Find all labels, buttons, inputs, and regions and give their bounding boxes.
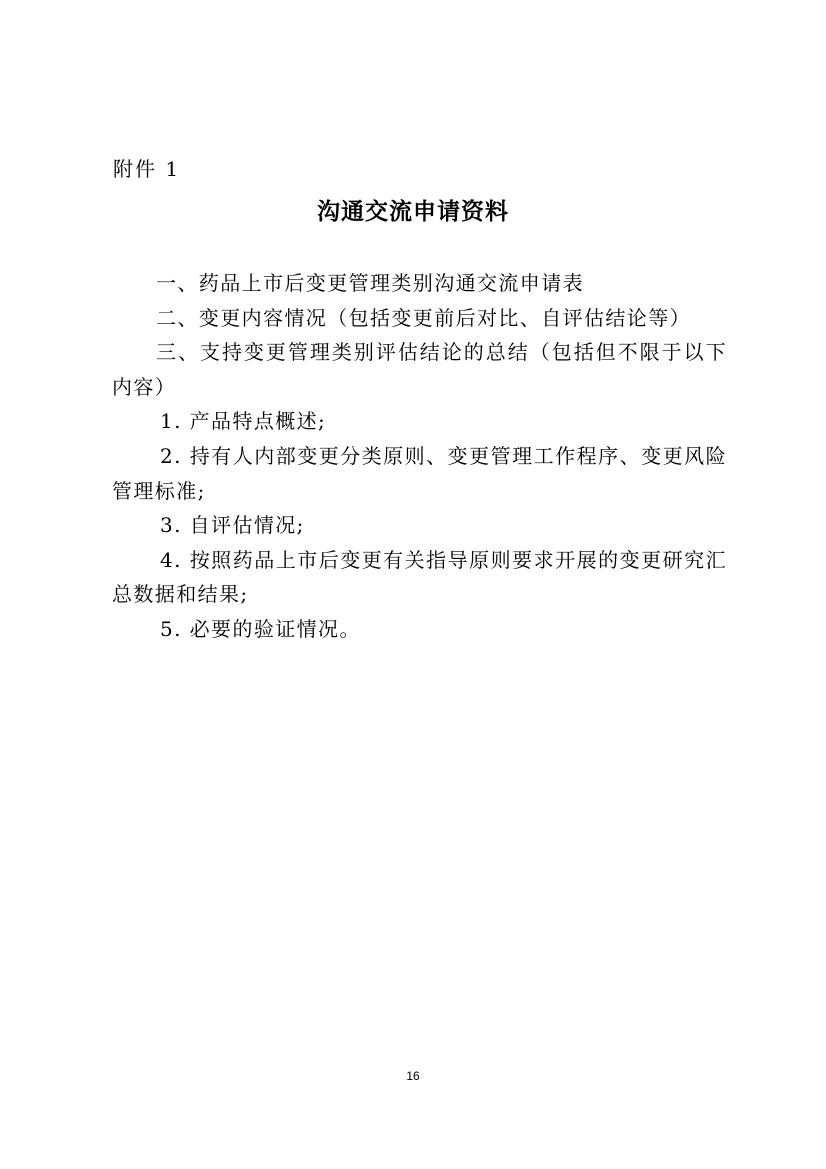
section-item-1: 一、药品上市后变更管理类别沟通交流申请表 [156,271,584,295]
page-number: 16 [406,1069,420,1083]
annex-label: 附件 1 [113,157,181,181]
sub-item-2: 2. 持有人内部变更分类原则、变更管理工作程序、变更风险管理标准; [112,443,727,503]
section-item-2: 二、变更内容情况（包括变更前后对比、自评估结论等） [156,305,691,330]
document-body [112,266,727,647]
document-title: 沟通交流申请资料 [317,198,509,225]
sub-item-1: 1. 产品特点概述; [160,409,327,434]
sub-item-3: 3. 自评估情况; [160,513,305,538]
sub-item-4: 4. 按照药品上市后变更有关指导原则要求开展的变更研究汇总数据和结果; [112,547,727,607]
sub-item-5: 5. 必要的验证情况。 [160,616,361,641]
section-item-3: 三、支持变更管理类别评估结论的总结（包括但不限于以下内容） [112,340,727,399]
